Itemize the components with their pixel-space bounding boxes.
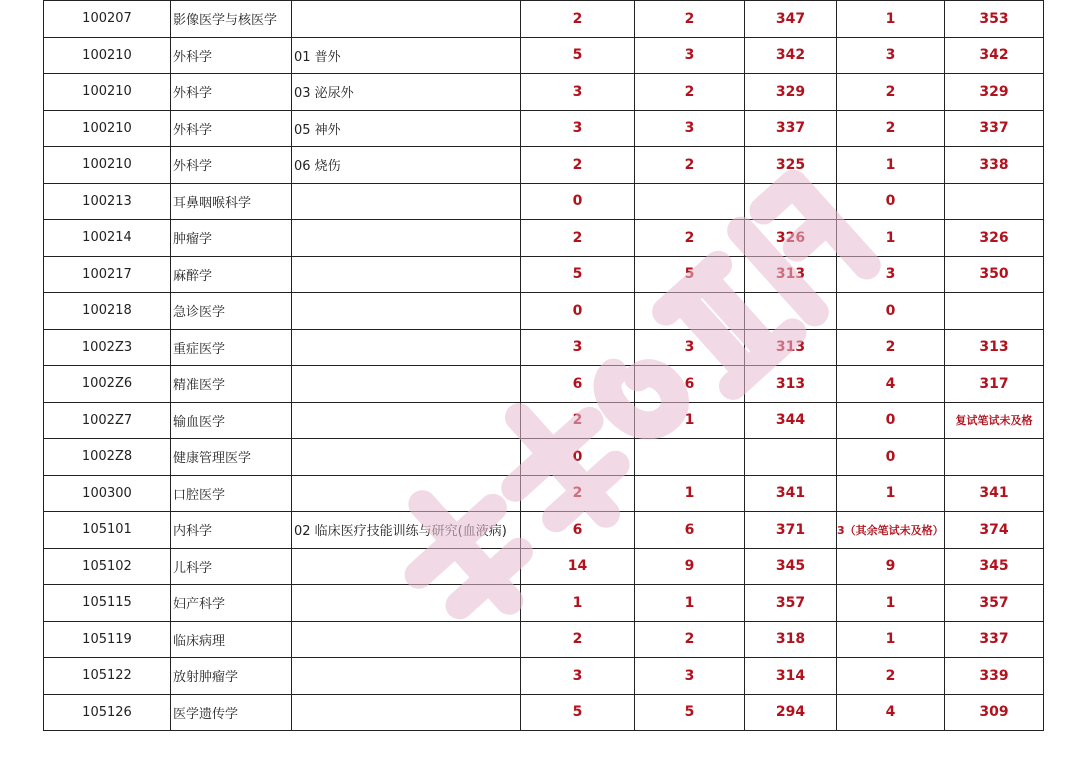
cell-code: 105115 — [44, 585, 171, 622]
cell-value-4: 2 — [837, 74, 945, 111]
cell-value-4: 0 — [837, 439, 945, 476]
table-row — [44, 110, 1044, 147]
cell-value-5: 313 — [945, 329, 1044, 366]
cell-value-5 — [945, 439, 1044, 476]
cell-value-5: 341 — [945, 475, 1044, 512]
cell-value-2: 2 — [635, 621, 745, 658]
cell-value-1: 5 — [521, 256, 635, 293]
cell-value-2: 3 — [635, 37, 745, 74]
cell-value-3: 347 — [745, 1, 837, 38]
cell-major-name: 外科学 — [171, 110, 292, 147]
cell-value-5: 309 — [945, 694, 1044, 731]
cell-value-1: 3 — [521, 658, 635, 695]
cell-code: 100210 — [44, 37, 171, 74]
cell-value-2: 3 — [635, 329, 745, 366]
cell-direction — [292, 658, 521, 695]
cell-value-2 — [635, 439, 745, 476]
cell-value-4: 2 — [837, 329, 945, 366]
cell-code: 100300 — [44, 475, 171, 512]
cell-value-4: 4 — [837, 694, 945, 731]
cell-value-1: 6 — [521, 512, 635, 549]
cell-major-name: 麻醉学 — [171, 256, 292, 293]
table-row — [44, 658, 1044, 695]
cell-value-2: 1 — [635, 402, 745, 439]
cell-major-name: 儿科学 — [171, 548, 292, 585]
cell-value-2: 3 — [635, 658, 745, 695]
cell-value-1: 14 — [521, 548, 635, 585]
cell-value-3 — [745, 439, 837, 476]
cell-value-2: 6 — [635, 512, 745, 549]
table-row — [44, 585, 1044, 622]
cell-code: 100210 — [44, 74, 171, 111]
cell-value-1: 5 — [521, 694, 635, 731]
cell-value-4: 3 — [837, 256, 945, 293]
table-row — [44, 293, 1044, 330]
cell-value-1: 1 — [521, 585, 635, 622]
cell-major-name: 健康管理医学 — [171, 439, 292, 476]
cell-direction — [292, 220, 521, 257]
cell-value-5 — [945, 183, 1044, 220]
cell-code: 105102 — [44, 548, 171, 585]
cell-value-4: 4 — [837, 366, 945, 403]
cell-direction — [292, 329, 521, 366]
table-row — [44, 439, 1044, 476]
cell-value-1: 2 — [521, 1, 635, 38]
cell-value-1: 3 — [521, 74, 635, 111]
cell-major-name: 口腔医学 — [171, 475, 292, 512]
cell-value-1: 3 — [521, 110, 635, 147]
cell-direction: 06 烧伤 — [292, 147, 521, 184]
cell-code: 100207 — [44, 1, 171, 38]
cell-value-4: 1 — [837, 585, 945, 622]
cell-value-2: 9 — [635, 548, 745, 585]
cell-value-2: 5 — [635, 694, 745, 731]
table-row — [44, 147, 1044, 184]
cell-direction — [292, 475, 521, 512]
cell-value-4: 0 — [837, 293, 945, 330]
cell-value-5: 337 — [945, 621, 1044, 658]
cell-code: 105126 — [44, 694, 171, 731]
cell-value-3: 357 — [745, 585, 837, 622]
cell-value-3 — [745, 183, 837, 220]
cell-value-4: 0 — [837, 402, 945, 439]
cell-value-5: 复试笔试未及格 — [945, 402, 1044, 439]
cell-value-1: 0 — [521, 183, 635, 220]
table-row — [44, 37, 1044, 74]
cell-direction — [292, 183, 521, 220]
table-body — [44, 1, 1044, 731]
table-row — [44, 402, 1044, 439]
cell-value-3: 318 — [745, 621, 837, 658]
cell-direction — [292, 621, 521, 658]
cell-value-5: 337 — [945, 110, 1044, 147]
cell-value-2: 2 — [635, 74, 745, 111]
cell-value-3: 342 — [745, 37, 837, 74]
cell-code: 100217 — [44, 256, 171, 293]
cell-major-name: 外科学 — [171, 37, 292, 74]
cell-value-2: 3 — [635, 110, 745, 147]
cell-value-5: 350 — [945, 256, 1044, 293]
cell-code: 105122 — [44, 658, 171, 695]
cell-major-name: 内科学 — [171, 512, 292, 549]
table-row — [44, 329, 1044, 366]
table-row — [44, 1, 1044, 38]
cell-value-3: 345 — [745, 548, 837, 585]
cell-value-3: 325 — [745, 147, 837, 184]
cell-value-1: 2 — [521, 220, 635, 257]
cell-value-1: 0 — [521, 293, 635, 330]
cell-value-3: 329 — [745, 74, 837, 111]
table-row — [44, 475, 1044, 512]
cell-value-4: 1 — [837, 220, 945, 257]
cell-direction: 05 神外 — [292, 110, 521, 147]
cell-value-1: 3 — [521, 329, 635, 366]
cell-value-5: 317 — [945, 366, 1044, 403]
table-row — [44, 512, 1044, 549]
cell-value-3: 294 — [745, 694, 837, 731]
table-row — [44, 220, 1044, 257]
cell-value-5: 329 — [945, 74, 1044, 111]
cell-value-4: 9 — [837, 548, 945, 585]
cell-code: 100213 — [44, 183, 171, 220]
cell-code: 105119 — [44, 621, 171, 658]
cell-major-name: 放射肿瘤学 — [171, 658, 292, 695]
cell-value-5: 326 — [945, 220, 1044, 257]
cell-value-5: 345 — [945, 548, 1044, 585]
cell-direction — [292, 585, 521, 622]
cell-code: 100210 — [44, 147, 171, 184]
cell-code: 1002Z6 — [44, 366, 171, 403]
table-row — [44, 548, 1044, 585]
cell-code: 100218 — [44, 293, 171, 330]
cell-value-2: 2 — [635, 147, 745, 184]
cell-value-5: 374 — [945, 512, 1044, 549]
cell-value-1: 0 — [521, 439, 635, 476]
table-row — [44, 366, 1044, 403]
cell-major-name: 肿瘤学 — [171, 220, 292, 257]
cell-value-3: 326 — [745, 220, 837, 257]
cell-major-name: 影像医学与核医学 — [171, 1, 292, 38]
cell-value-5: 339 — [945, 658, 1044, 695]
cell-value-3 — [745, 293, 837, 330]
cell-major-name: 外科学 — [171, 74, 292, 111]
cell-major-name: 重症医学 — [171, 329, 292, 366]
cell-value-1: 2 — [521, 621, 635, 658]
cell-value-5: 353 — [945, 1, 1044, 38]
cell-direction — [292, 694, 521, 731]
table-row — [44, 694, 1044, 731]
cell-code: 105101 — [44, 512, 171, 549]
cell-value-1: 6 — [521, 366, 635, 403]
cell-direction: 03 泌尿外 — [292, 74, 521, 111]
cell-code: 1002Z3 — [44, 329, 171, 366]
cell-value-1: 5 — [521, 37, 635, 74]
cell-value-1: 2 — [521, 147, 635, 184]
cell-value-5: 357 — [945, 585, 1044, 622]
cell-value-3: 371 — [745, 512, 837, 549]
cell-major-name: 精准医学 — [171, 366, 292, 403]
cell-value-2: 1 — [635, 475, 745, 512]
cell-value-4: 2 — [837, 658, 945, 695]
cell-value-3: 313 — [745, 366, 837, 403]
cell-value-4: 1 — [837, 621, 945, 658]
table-row — [44, 74, 1044, 111]
cell-direction — [292, 402, 521, 439]
cell-major-name: 临床病理 — [171, 621, 292, 658]
cell-value-2: 6 — [635, 366, 745, 403]
cell-value-3: 344 — [745, 402, 837, 439]
cell-major-name: 输血医学 — [171, 402, 292, 439]
cell-value-4: 1 — [837, 147, 945, 184]
table-row — [44, 621, 1044, 658]
cell-direction: 01 普外 — [292, 37, 521, 74]
cell-value-2: 1 — [635, 585, 745, 622]
cell-value-2: 2 — [635, 1, 745, 38]
cell-value-3: 313 — [745, 256, 837, 293]
cell-code: 100214 — [44, 220, 171, 257]
cell-value-2: 2 — [635, 220, 745, 257]
cell-code: 100210 — [44, 110, 171, 147]
cell-value-2 — [635, 293, 745, 330]
cell-major-name: 医学遗传学 — [171, 694, 292, 731]
cell-major-name: 耳鼻咽喉科学 — [171, 183, 292, 220]
cell-direction: 02 临床医疗技能训练与研究(血液病) — [292, 512, 521, 549]
cell-direction — [292, 256, 521, 293]
admission-table — [43, 0, 1043, 731]
cell-value-5: 338 — [945, 147, 1044, 184]
cell-value-1: 2 — [521, 475, 635, 512]
cell-value-4: 1 — [837, 475, 945, 512]
cell-value-5: 342 — [945, 37, 1044, 74]
table-row — [44, 256, 1044, 293]
cell-value-2: 5 — [635, 256, 745, 293]
cell-value-3: 337 — [745, 110, 837, 147]
cell-direction — [292, 439, 521, 476]
cell-major-name: 急诊医学 — [171, 293, 292, 330]
cell-value-4: 2 — [837, 110, 945, 147]
cell-value-3: 313 — [745, 329, 837, 366]
cell-value-4: 0 — [837, 183, 945, 220]
cell-value-4: 1 — [837, 1, 945, 38]
cell-direction — [292, 548, 521, 585]
cell-direction — [292, 366, 521, 403]
cell-value-2 — [635, 183, 745, 220]
cell-direction — [292, 293, 521, 330]
cell-code: 1002Z7 — [44, 402, 171, 439]
cell-value-3: 341 — [745, 475, 837, 512]
cell-value-3: 314 — [745, 658, 837, 695]
cell-major-name: 外科学 — [171, 147, 292, 184]
cell-value-5 — [945, 293, 1044, 330]
cell-value-1: 2 — [521, 402, 635, 439]
cell-major-name: 妇产科学 — [171, 585, 292, 622]
cell-value-4: 3（其余笔试未及格） — [837, 512, 945, 549]
cell-code: 1002Z8 — [44, 439, 171, 476]
cell-direction — [292, 1, 521, 38]
cell-value-4: 3 — [837, 37, 945, 74]
table-row — [44, 183, 1044, 220]
